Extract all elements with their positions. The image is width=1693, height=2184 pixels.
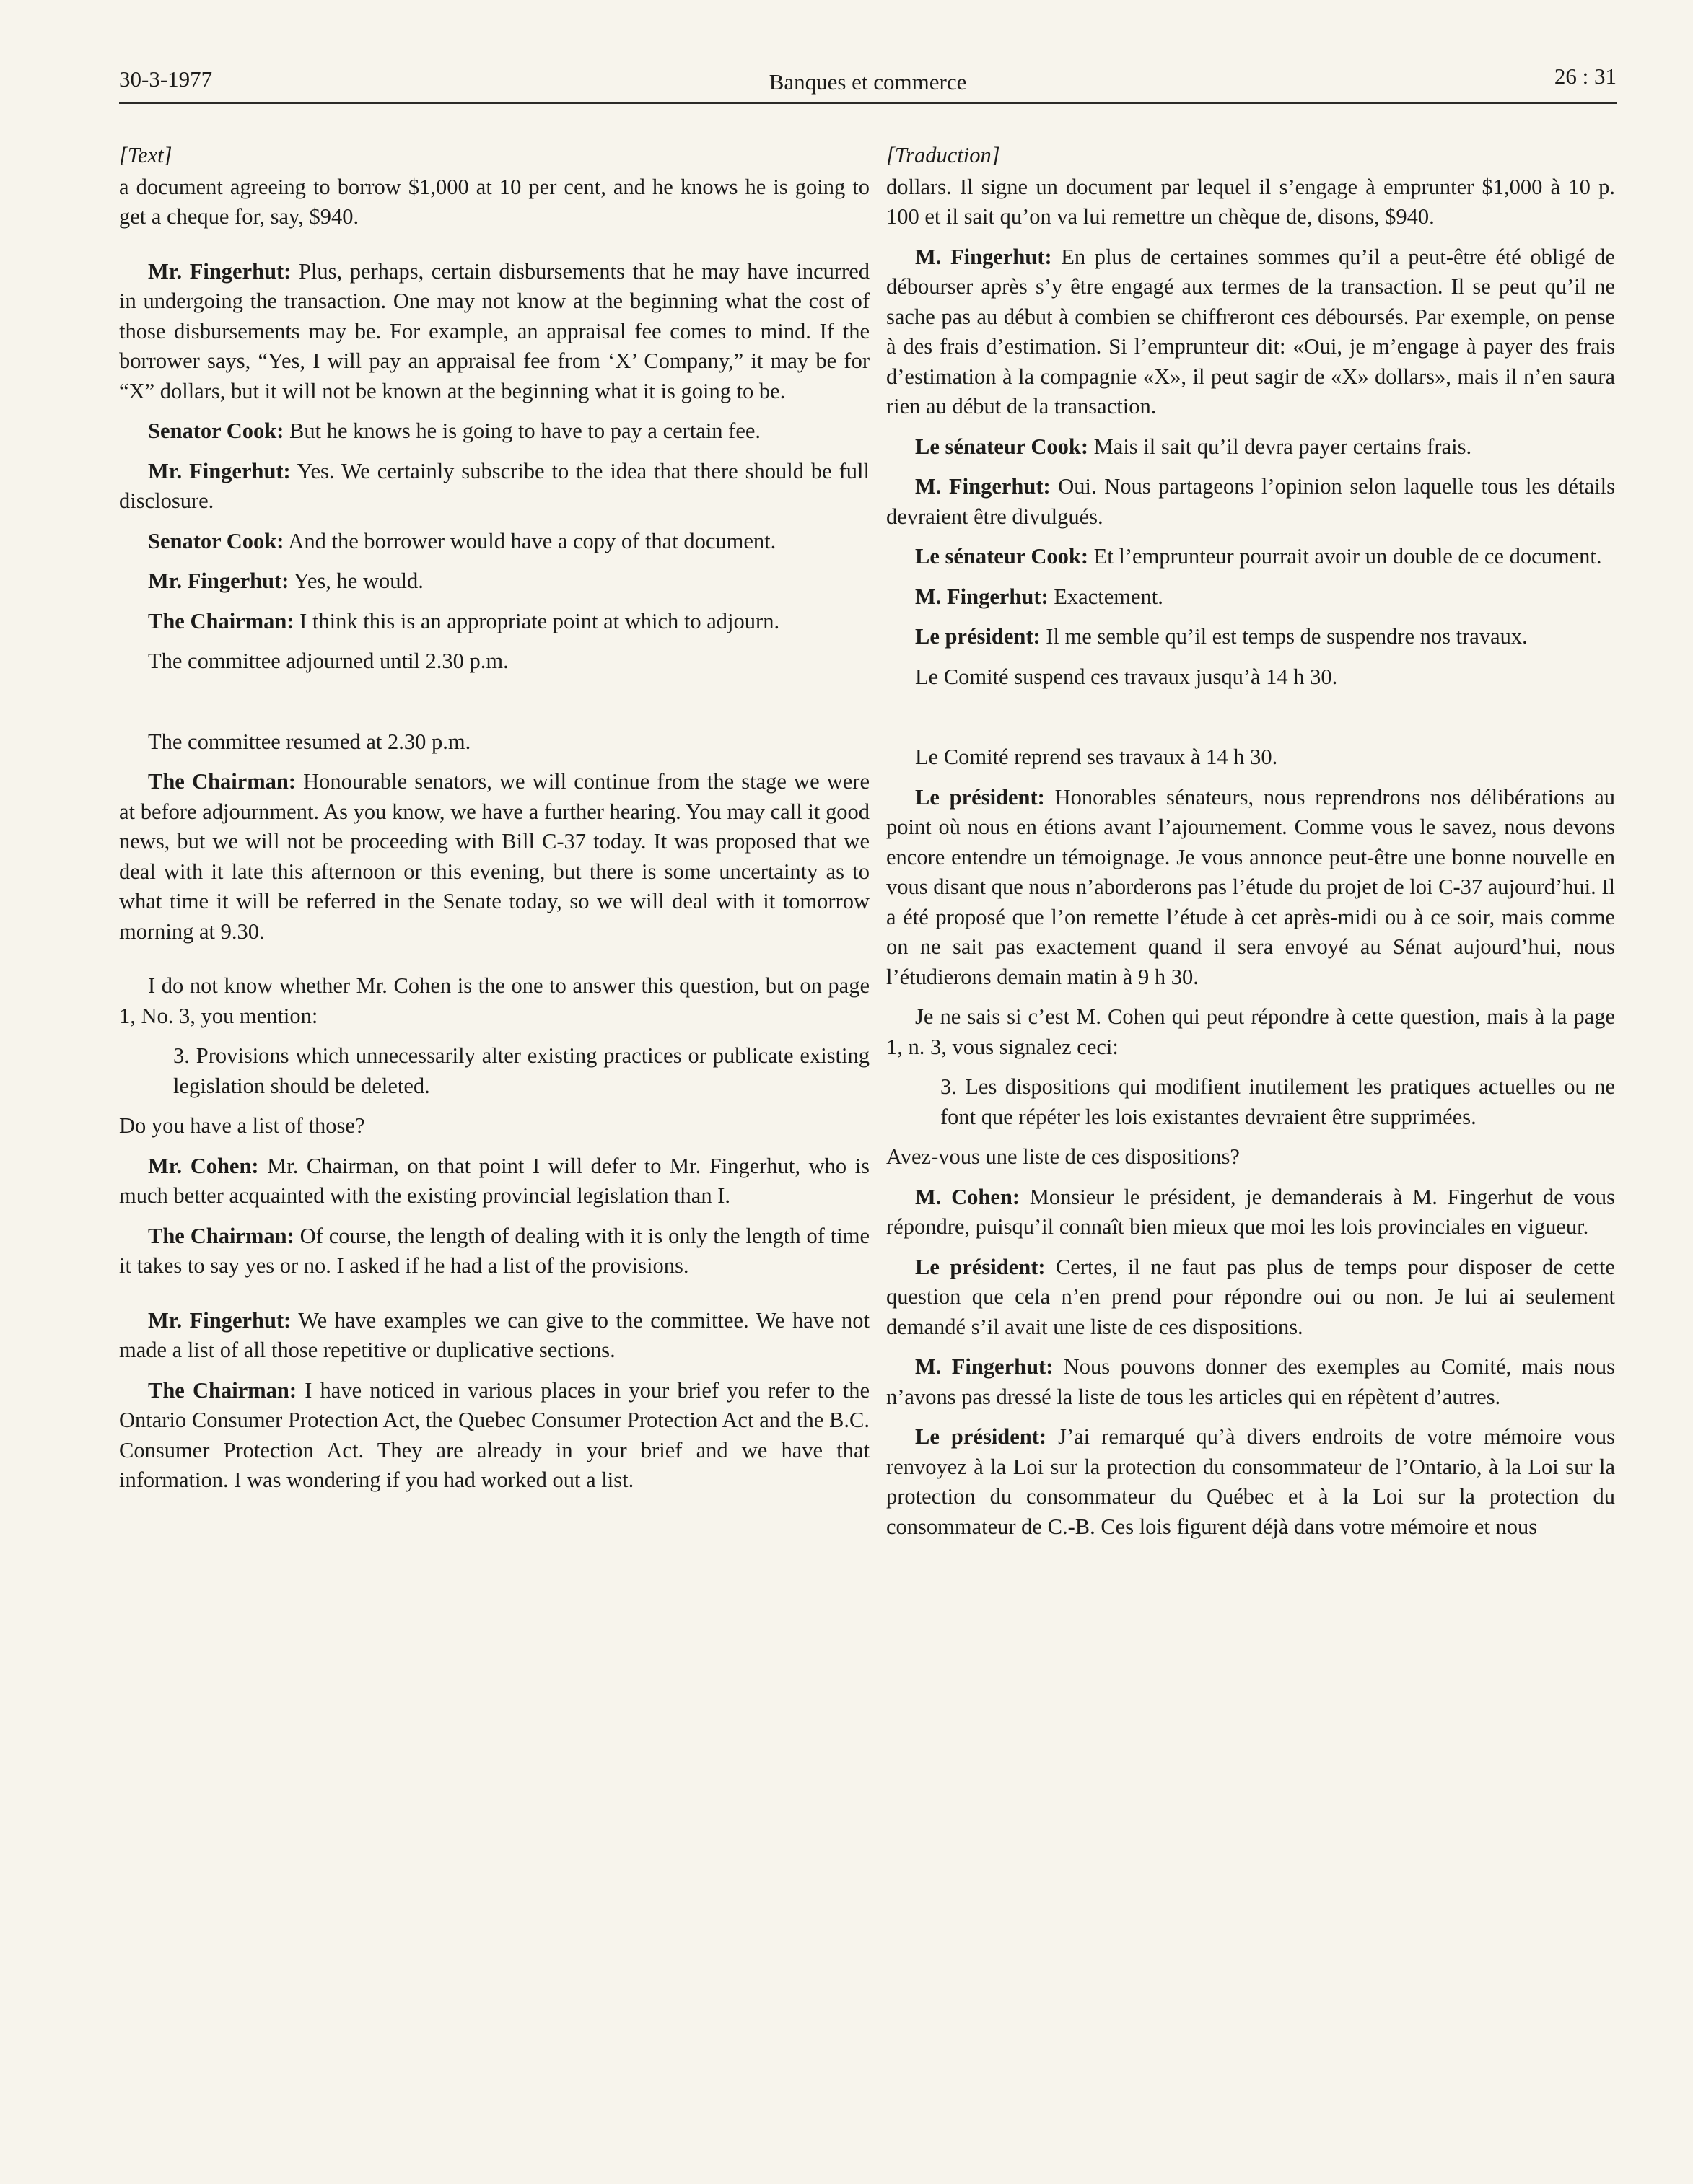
speaker: Le sénateur Cook: (915, 434, 1089, 459)
paragraph: Le sénateur Cook: Mais il sait qu’il devra payer certains frais. (915, 434, 1472, 459)
speaker: Le président: (915, 784, 1045, 810)
speaker: The Chairman: (148, 1377, 297, 1403)
paragraph: I do not know whether Mr. Cohen is the one to answer this question, but on page 1, No. 3, you mention: (119, 973, 870, 1028)
speaker: Mr. Fingerhut: (148, 569, 289, 593)
quoted-provision: 3. Provisions which unnecessarily alter existing practices or publicate existing legislation should be deleted. (173, 1043, 870, 1098)
paragraph: Le président: Il me semble qu’il est temps de suspendre nos travaux. (915, 624, 1528, 649)
paragraph: Je ne sais si c’est M. Cohen qui peut répondre à cette question, mais à la page 1, n. 3, vous signalez ceci: (886, 1004, 1615, 1059)
paragraph: dollars. Il signe un document par lequel il s’engage à emprunter $1,000 à 10 p. 100 et il sait qu’on va lui remettre un chèque de, disons, $940. (886, 174, 1615, 229)
column-label: [Text] (119, 143, 172, 167)
speaker: Mr. Fingerhut: (148, 458, 291, 483)
speaker: Mr. Fingerhut: (148, 258, 292, 284)
paragraph: Mr. Cohen: Mr. Chairman, on that point I will defer to Mr. Fingerhut, who is much better acquainted with the existing provincial legislation than I. (119, 1153, 870, 1208)
paragraph: M. Fingerhut: Oui. Nous partageons l’opinion selon laquelle tous les détails devraient être divulgués. (886, 474, 1616, 529)
column-label: [Traduction] (886, 143, 1000, 167)
speaker: M. Fingerhut: (915, 474, 1051, 499)
speaker: Mr. Fingerhut: (148, 1307, 292, 1333)
header-page-number: 26 : 31 (1554, 63, 1617, 89)
speaker: The Chairman: (148, 608, 294, 633)
paragraph: The Chairman: I have noticed in various places in your brief you refer to the Ontario Consumer Protection Act, the Quebec Consumer Protection Act and the B.C. Consumer Protection Act. They are already in your brief and we have that information. I was wondering if you had worked out a list. (119, 1377, 870, 1492)
speaker: Mr. Cohen: (148, 1153, 259, 1178)
paragraph: Avez-vous une liste de ces dispositions? (886, 1144, 1240, 1169)
paragraph: Mr. Fingerhut: Yes. We certainly subscribe to the idea that there should be full disclosure. (119, 458, 870, 513)
paragraph: M. Fingerhut: Nous pouvons donner des exemples au Comité, mais nous n’avons pas dressé la liste de tous les articles qui en répètent d’autres. (886, 1354, 1616, 1409)
speaker: M. Cohen: (915, 1184, 1020, 1209)
paragraph: Do you have a list of those? (119, 1113, 365, 1138)
speaker: M. Fingerhut: (915, 1354, 1054, 1379)
paragraph: The Chairman: Honourable senators, we will continue from the stage we were at before adjournment. As you know, we have a further hearing. You may call it good news, but we will not be proceeding with Bill C-37 today. It was proposed that we deal with it late this afternoon or this evening, but there is some uncertainty as to what time it will be referred in the Senate today, so we will deal with it tomorrow morning at 9.30. (119, 769, 870, 944)
speaker: Senator Cook: (148, 528, 284, 553)
paragraph: The Chairman: Of course, the length of dealing with it is only the length of time it takes to say yes or no. I asked if he had a list of the provisions. (119, 1223, 870, 1278)
speaker: The Chairman: (148, 769, 297, 794)
french-column (886, 141, 1615, 1552)
paragraph: Senator Cook: But he knows he is going to have to pay a certain fee. (148, 418, 761, 443)
paragraph: Le Comité reprend ses travaux à 14 h 30. (915, 745, 1278, 769)
english-column (119, 141, 870, 1506)
paragraph: Le président: Honorables sénateurs, nous reprendrons nos délibérations au point où nous en étions avant l’ajournement. Comme vous le savez, nous devons encore entendre un témoignage. Je vous annonce peut-être une bonne nouvelle en vous disant que nous n’aborderons pas l’étude du projet de loi C-37 aujourd’hui. Il a été proposé que l’on remette l’étude à cet après-midi ou à ce soir, mais comme on ne sait pas exactement quand il sera envoyé au Sénat aujourd’hui, nous l’étudierons demain matin à 9 h 30. (886, 784, 1615, 989)
paragraph: M. Fingerhut: En plus de certaines sommes qu’il a peut-être été obligé de débourser après s’y être engagé aux termes de la transaction. Il se peut qu’il ne sache pas au début à combien se chiffreront ces déboursés. Par exemple, on pense à des frais d’estimation. Si l’emprunteur dit: «Oui, je m’engage à payer des frais d’estimation à la compagnie «X», il peut sagir de «X» dollars», mais il n’en saura rien au début de la transaction. (886, 244, 1616, 418)
speaker: The Chairman: (148, 1223, 294, 1248)
speaker: Le président: (915, 1254, 1046, 1279)
speaker: Senator Cook: (148, 418, 284, 443)
speaker: Le sénateur Cook: (915, 544, 1089, 569)
paragraph: Le Comité suspend ces travaux jusqu’à 14 h 30. (915, 664, 1338, 689)
paragraph: Mr. Fingerhut: Plus, perhaps, certain disbursements that he may have incurred in undergoing the transaction. One may not know at the beginning what the cost of those disbursements may be. For example, an appraisal fee comes to mind. If the borrower says, “Yes, I will pay an appraisal fee from ‘X’ Company,” it may be for “X” dollars, but it will not be known at the beginning what it is going to be. (119, 258, 870, 403)
paragraph: M. Cohen: Monsieur le président, je demanderais à M. Fingerhut de vous répondre, puisqu’il connaît bien mieux que moi les lois provinciales en vigueur. (886, 1184, 1615, 1239)
paragraph: Mr. Fingerhut: Yes, he would. (148, 569, 424, 593)
paragraph: The Chairman: I think this is an appropriate point at which to adjourn. (148, 608, 780, 633)
speaker: Le président: (915, 1424, 1047, 1449)
header-date: 30-3-1977 (119, 66, 213, 92)
paragraph: Le président: Certes, il ne faut pas plus de temps pour disposer de cette question que cela n’en prend pour répondre oui ou non. Je lui ai seulement demandé s’il avait une liste de ces dispositions. (886, 1254, 1615, 1339)
paragraph: M. Fingerhut: Exactement. (915, 584, 1163, 609)
header-title: Banques et commerce (769, 69, 967, 95)
paragraph: Mr. Fingerhut: We have examples we can give to the committee. We have not made a list of all those repetitive or duplicative sections. (119, 1307, 870, 1362)
paragraph: Senator Cook: And the borrower would have a copy of that document. (148, 528, 776, 553)
paragraph: The committee resumed at 2.30 p.m. (148, 729, 471, 754)
paragraph: The committee adjourned until 2.30 p.m. (148, 649, 509, 673)
speaker: Le président: (915, 624, 1041, 649)
quoted-provision: 3. Les dispositions qui modifient inutilement les pratiques actuelles ou ne font que répéter les lois existantes devraient être supprimées. (940, 1074, 1615, 1129)
page-header (119, 62, 1617, 104)
paragraph: Le sénateur Cook: Et l’emprunteur pourrait avoir un double de ce document. (915, 544, 1602, 569)
paragraph: a document agreeing to borrow $1,000 at 10 per cent, and he knows he is going to get a cheque for, say, $940. (119, 174, 870, 229)
speaker: M. Fingerhut: (915, 584, 1049, 609)
speaker: M. Fingerhut: (915, 244, 1052, 269)
paragraph: Le président: J’ai remarqué qu’à divers endroits de votre mémoire vous renvoyez à la Loi sur la protection du consommateur de l’Ontario, à la Loi sur la protection du consommateur du Québec et à la Loi sur la protection du consommateur de C.-B. Ces lois figurent déjà dans votre mémoire et nous (886, 1424, 1615, 1539)
